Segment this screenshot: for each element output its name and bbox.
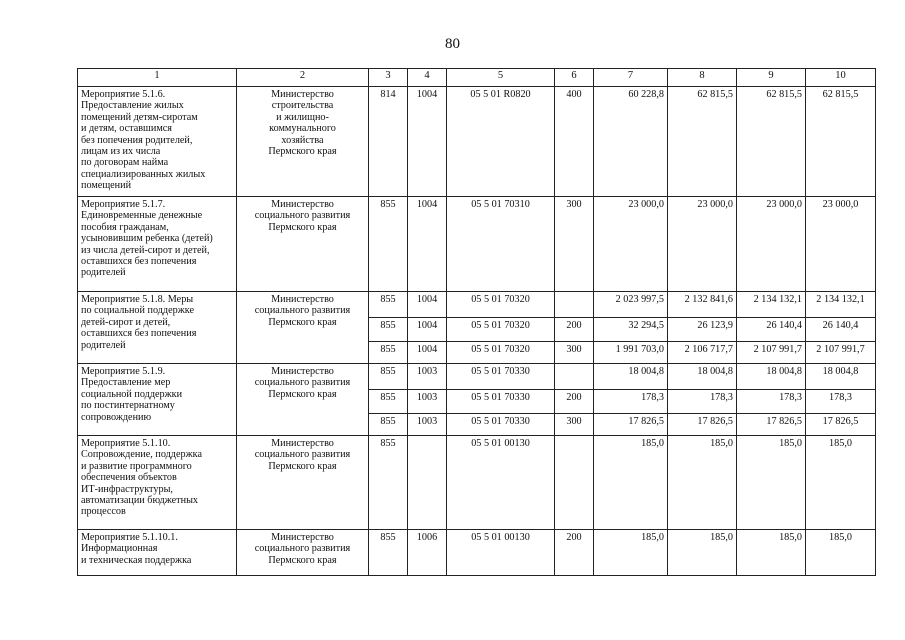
target-article-cell: 05 5 01 70310 xyxy=(447,197,555,292)
ministry-cell: Министерство социального развития Пермского края xyxy=(237,436,369,530)
amount-col8-cell: 18 004,8 xyxy=(668,364,737,390)
section-cell: 1003 xyxy=(408,414,447,436)
expense-type-cell xyxy=(555,292,594,318)
amount-col10-cell: 2 134 132,1 xyxy=(806,292,876,318)
amount-col9-cell: 26 140,4 xyxy=(737,318,806,342)
grbs-cell: 814 xyxy=(369,87,408,197)
amount-col7-cell: 178,3 xyxy=(594,390,668,414)
amount-col8-cell: 17 826,5 xyxy=(668,414,737,436)
amount-col10-cell: 23 000,0 xyxy=(806,197,876,292)
section-cell: 1004 xyxy=(408,318,447,342)
table-row xyxy=(78,364,876,390)
amount-col8-cell: 23 000,0 xyxy=(668,197,737,292)
header-row xyxy=(78,69,876,87)
header-cell: 2 xyxy=(237,69,369,87)
amount-col8-cell: 185,0 xyxy=(668,436,737,530)
section-cell: 1004 xyxy=(408,87,447,197)
amount-col10-cell: 17 826,5 xyxy=(806,414,876,436)
ministry-cell: Министерство социального развития Пермского края xyxy=(237,364,369,436)
header-cell: 10 xyxy=(806,69,876,87)
target-article-cell: 05 5 01 70320 xyxy=(447,342,555,364)
target-article-cell: 05 5 01 R0820 xyxy=(447,87,555,197)
expense-type-cell xyxy=(555,364,594,390)
amount-col8-cell: 178,3 xyxy=(668,390,737,414)
grbs-cell: 855 xyxy=(369,414,408,436)
amount-col9-cell: 2 134 132,1 xyxy=(737,292,806,318)
amount-col9-cell: 23 000,0 xyxy=(737,197,806,292)
grbs-cell: 855 xyxy=(369,318,408,342)
target-article-cell: 05 5 01 70330 xyxy=(447,390,555,414)
measure-name-cell: Мероприятие 5.1.7. Единовременные денежные пособия гражданам, усыновившим ребенка (детей) из числа детей-сирот и детей, оставшихся без попечения родителей xyxy=(78,197,237,292)
header-cell: 6 xyxy=(555,69,594,87)
amount-col9-cell: 18 004,8 xyxy=(737,364,806,390)
section-cell: 1003 xyxy=(408,390,447,414)
page-number: 80 xyxy=(445,36,460,52)
amount-col10-cell: 178,3 xyxy=(806,390,876,414)
amount-col7-cell: 185,0 xyxy=(594,530,668,576)
expense-type-cell: 400 xyxy=(555,87,594,197)
expense-type-cell: 200 xyxy=(555,318,594,342)
section-cell: 1004 xyxy=(408,197,447,292)
table-row xyxy=(78,436,876,530)
amount-col7-cell: 32 294,5 xyxy=(594,318,668,342)
grbs-cell: 855 xyxy=(369,390,408,414)
header-cell: 9 xyxy=(737,69,806,87)
section-cell: 1004 xyxy=(408,342,447,364)
budget-table xyxy=(77,68,876,576)
amount-col9-cell: 2 107 991,7 xyxy=(737,342,806,364)
expense-type-cell: 300 xyxy=(555,342,594,364)
amount-col9-cell: 17 826,5 xyxy=(737,414,806,436)
header-cell: 5 xyxy=(447,69,555,87)
expense-type-cell: 300 xyxy=(555,197,594,292)
ministry-cell: Министерство строительства и жилищно- коммунального хозяйства Пермского края xyxy=(237,87,369,197)
amount-col7-cell: 2 023 997,5 xyxy=(594,292,668,318)
ministry-cell: Министерство социального развития Пермского края xyxy=(237,197,369,292)
amount-col7-cell: 23 000,0 xyxy=(594,197,668,292)
expense-type-cell: 200 xyxy=(555,390,594,414)
expense-type-cell xyxy=(555,436,594,530)
ministry-cell: Министерство социального развития Пермского края xyxy=(237,530,369,576)
measure-name-cell: Мероприятие 5.1.9. Предоставление мер социальной поддержки по постинтернатному сопровождению xyxy=(78,364,237,436)
amount-col10-cell: 185,0 xyxy=(806,530,876,576)
grbs-cell: 855 xyxy=(369,197,408,292)
target-article-cell: 05 5 01 70330 xyxy=(447,414,555,436)
header-cell: 7 xyxy=(594,69,668,87)
section-cell: 1003 xyxy=(408,364,447,390)
grbs-cell: 855 xyxy=(369,436,408,530)
amount-col10-cell: 26 140,4 xyxy=(806,318,876,342)
amount-col10-cell: 18 004,8 xyxy=(806,364,876,390)
table-row xyxy=(78,197,876,292)
grbs-cell: 855 xyxy=(369,364,408,390)
measure-name-cell: Мероприятие 5.1.10.1. Информационная и техническая поддержка xyxy=(78,530,237,576)
amount-col7-cell: 1 991 703,0 xyxy=(594,342,668,364)
amount-col9-cell: 62 815,5 xyxy=(737,87,806,197)
target-article-cell: 05 5 01 00130 xyxy=(447,436,555,530)
amount-col10-cell: 2 107 991,7 xyxy=(806,342,876,364)
measure-name-cell: Мероприятие 5.1.8. Меры по социальной поддержке детей-сирот и детей, оставшихся без попечения родителей xyxy=(78,292,237,364)
amount-col8-cell: 185,0 xyxy=(668,530,737,576)
header-cell: 8 xyxy=(668,69,737,87)
table-row xyxy=(78,530,876,576)
amount-col7-cell: 17 826,5 xyxy=(594,414,668,436)
section-cell xyxy=(408,436,447,530)
header-cell: 4 xyxy=(408,69,447,87)
section-cell: 1004 xyxy=(408,292,447,318)
expense-type-cell: 200 xyxy=(555,530,594,576)
amount-col7-cell: 18 004,8 xyxy=(594,364,668,390)
table-row xyxy=(78,292,876,318)
amount-col8-cell: 2 106 717,7 xyxy=(668,342,737,364)
amount-col9-cell: 185,0 xyxy=(737,436,806,530)
header-cell: 3 xyxy=(369,69,408,87)
expense-type-cell: 300 xyxy=(555,414,594,436)
measure-name-cell: Мероприятие 5.1.10. Сопровождение, поддержка и развитие программного обеспечения объектов ИТ-инфраструктуры, автоматизации бюджетных процессов xyxy=(78,436,237,530)
amount-col7-cell: 60 228,8 xyxy=(594,87,668,197)
amount-col10-cell: 185,0 xyxy=(806,436,876,530)
section-cell: 1006 xyxy=(408,530,447,576)
amount-col9-cell: 178,3 xyxy=(737,390,806,414)
amount-col8-cell: 2 132 841,6 xyxy=(668,292,737,318)
table-row xyxy=(78,87,876,197)
grbs-cell: 855 xyxy=(369,530,408,576)
amount-col8-cell: 26 123,9 xyxy=(668,318,737,342)
header-cell: 1 xyxy=(78,69,237,87)
target-article-cell: 05 5 01 70330 xyxy=(447,364,555,390)
target-article-cell: 05 5 01 70320 xyxy=(447,292,555,318)
measure-name-cell: Мероприятие 5.1.6. Предоставление жилых помещений детям-сиротам и детям, оставшимся без попечения родителей, лицам из их числа по договорам найма специализированных жилых помещений xyxy=(78,87,237,197)
amount-col10-cell: 62 815,5 xyxy=(806,87,876,197)
amount-col7-cell: 185,0 xyxy=(594,436,668,530)
ministry-cell: Министерство социального развития Пермского края xyxy=(237,292,369,364)
amount-col8-cell: 62 815,5 xyxy=(668,87,737,197)
target-article-cell: 05 5 01 00130 xyxy=(447,530,555,576)
amount-col9-cell: 185,0 xyxy=(737,530,806,576)
grbs-cell: 855 xyxy=(369,292,408,318)
table-body xyxy=(78,87,876,576)
target-article-cell: 05 5 01 70320 xyxy=(447,318,555,342)
grbs-cell: 855 xyxy=(369,342,408,364)
